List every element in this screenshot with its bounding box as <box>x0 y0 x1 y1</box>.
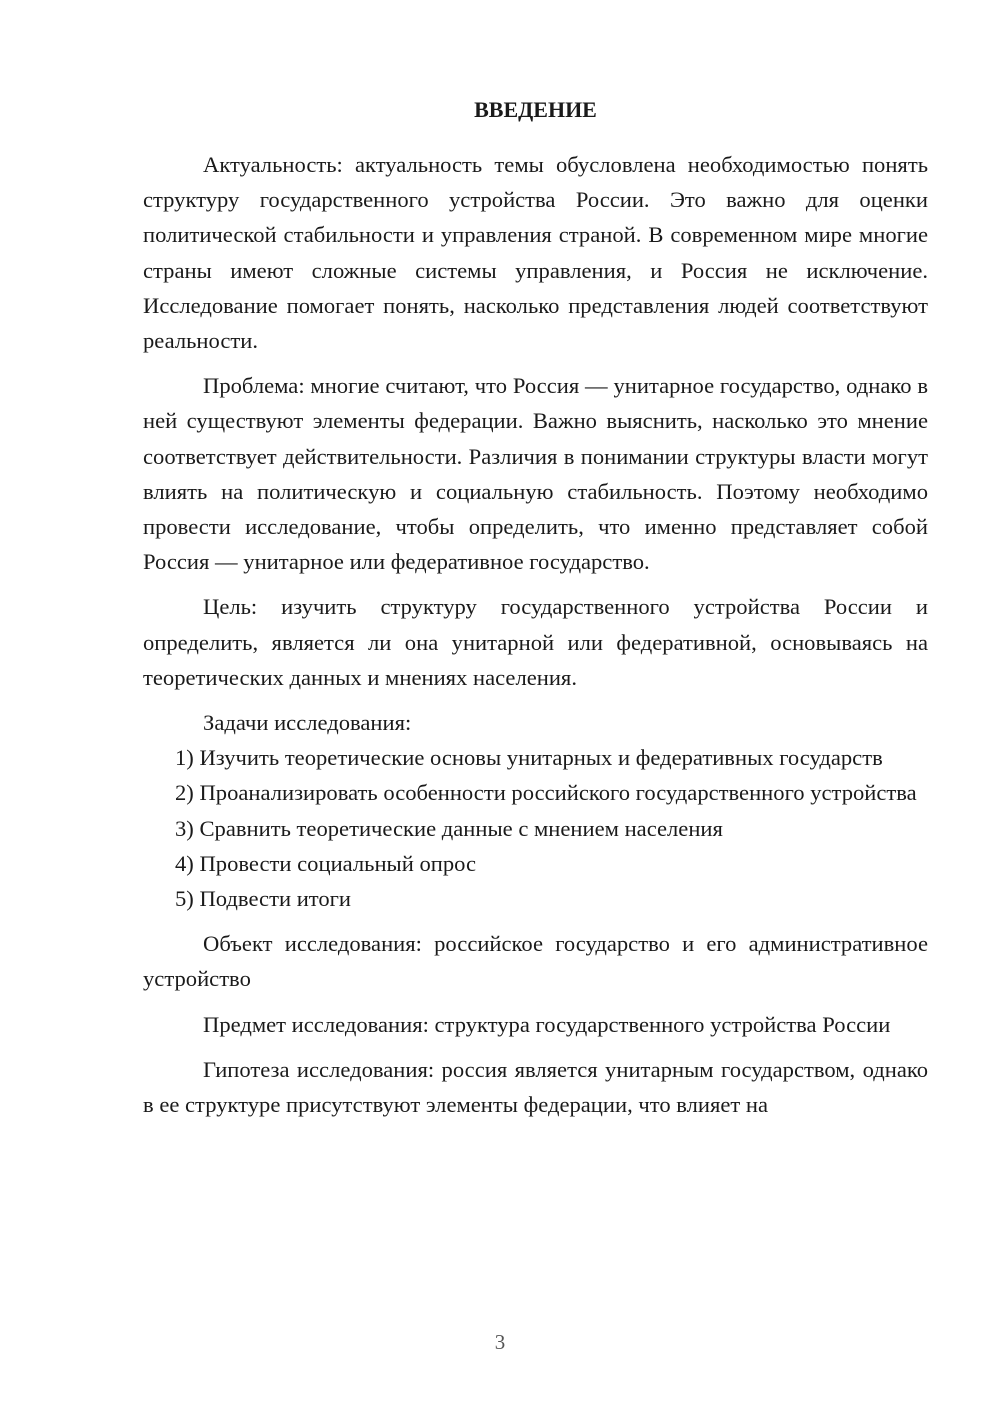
task-item-4: 4) Провести социальный опрос <box>175 850 477 876</box>
hypothesis-paragraph: Гипотеза исследования: россия является унитарным государством, однако в ее структуре присутствуют элементы федерации, что влияет на <box>143 1056 928 1118</box>
problem-paragraph: Проблема: многие считают, что Россия — унитарное государство, однако в ней существуют элементы федерации. Важно выяснить, насколько это мнение соответствует действительности. Различия в понимании структуры власти могут влиять на политическую и социальную стабильность. Поэтому необходимо провести исследование, чтобы определить, что именно представляет собой Россия — унитарное или федеративное государство. <box>143 373 928 575</box>
task-item-3: 3) Сравнить теоретические данные с мнением населения <box>175 815 723 841</box>
document-page <box>143 92 928 1122</box>
task-item-1: 1) Изучить теоретические основы унитарных и федеративных государств <box>175 745 883 771</box>
object-paragraph: Объект исследования: российское государство и его административное устройство <box>143 931 928 992</box>
task-item-5: 5) Подвести итоги <box>175 886 352 912</box>
task-item-2: 2) Проанализировать особенности российского государственного устройства <box>175 780 917 806</box>
page-title: ВВЕДЕНИЕ <box>474 97 597 122</box>
tasks-heading: Задачи исследования: <box>203 710 412 736</box>
goal-paragraph: Цель: изучить структуру государственного устройства России и определить, является ли она унитарной или федеративной, основываясь на теоретических данных и мнениях населения. <box>143 594 928 690</box>
page-number: 3 <box>494 1330 506 1354</box>
subject-paragraph: Предмет исследования: структура государственного устройства России <box>203 1011 891 1037</box>
relevance-paragraph: Актуальность: актуальность темы обусловлена необходимостью понять структуру государственного устройства России. Это важно для оценки политической стабильности и управления страной. В современном мире многие страны имеют сложные системы управления, и Россия не исключение. Исследование помогает понять, насколько представления людей соответствуют реальности. <box>143 152 928 354</box>
